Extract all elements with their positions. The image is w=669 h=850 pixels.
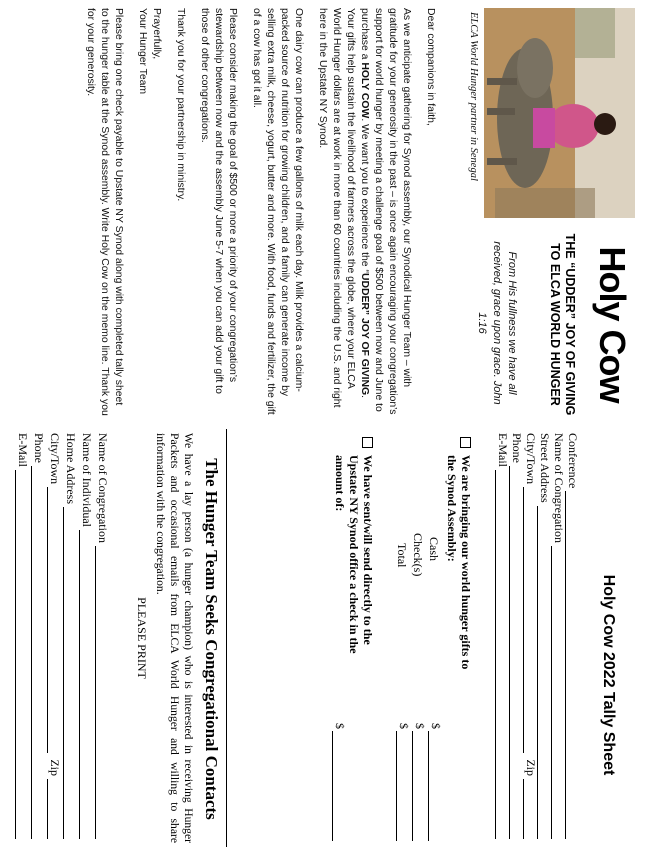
street-address-field[interactable]: Street Address (537, 433, 551, 839)
contact-congregation-field[interactable]: Name of Congregation (95, 433, 109, 839)
page-subtitle: THE “UDDER” JOY OF GIVING TO ELCA WORLD HUNGER (548, 233, 577, 416)
page-title: Holy Cow (592, 246, 633, 403)
cash-amount-field[interactable]: $ (428, 723, 443, 841)
letter-paragraph-3: Please consider making the goal of $500 or more a priority of your congregation’s stewardship between now and the assembly June 5-7 when you can add your gift to those of other congregations. (199, 8, 238, 394)
zip-field[interactable] (523, 779, 535, 839)
hunger-team-heading: The Hunger Team Seeks Congregational Contacts (202, 458, 221, 820)
bible-verse: From His fullness we have all received, grace upon grace. John 1:16 (476, 241, 518, 405)
holy-cow-emphasis: HOLY COW (359, 62, 370, 119)
sent-check-checkbox[interactable] (362, 437, 373, 448)
bringing-gifts-checkbox[interactable] (460, 437, 471, 448)
section-divider (226, 429, 227, 847)
contact-zip-field[interactable] (47, 779, 59, 839)
letter-body (73, 8, 437, 416)
contact-city-town-field[interactable]: City/Town Zip (47, 433, 61, 839)
letter-signature: Your Hunger Team (137, 8, 148, 95)
phone-field[interactable]: Phone (509, 433, 523, 839)
letter-salutation: Dear companions in faith, (425, 8, 436, 126)
conference-field[interactable]: Conference (565, 433, 579, 839)
tally-sheet-title: Holy Cow 2022 Tally Sheet (600, 574, 617, 776)
total-amount-field[interactable]: $ (396, 723, 411, 841)
sent-check-amount-field[interactable]: $ (332, 723, 347, 841)
udder-joy-emphasis: UDDER” JOY OF GIVING (359, 272, 370, 396)
city-town-field[interactable]: City/Town Zip (523, 433, 537, 839)
tally-sheet-panel (0, 425, 669, 850)
bringing-gifts-label: We are bringing our world hunger gifts to the Synod Assembly: (445, 455, 473, 670)
hunger-team-description: We have a lay person (a hunger champion) who is interested in receiving Hunger Packets and occasional emails from ELCA World Hunger and willing to share information with the congregation. (154, 433, 195, 843)
contact-individual-field[interactable]: Name of Individual (79, 433, 93, 839)
checks-amount-field[interactable]: $ (412, 723, 427, 841)
letter-closing: Prayerfully, (151, 8, 162, 60)
email-field[interactable]: E-Mail (495, 433, 509, 839)
congregation-field[interactable]: Name of Congregation (551, 433, 565, 839)
letter-paragraph-2: One dairy cow can produce a few gallons of milk each day. Milk provides a calcium-packed source of nutrition for growing children, and a family can generate income by selling extra milk, cheese, yogurt, butter and more. With food, funds and fertilizer, the gift of a cow has got it all. (251, 8, 304, 415)
please-print-note: PLEASE PRINT (135, 597, 149, 679)
senegal-cow-photo (484, 8, 635, 218)
photo-caption: ELCA World Hunger partner in Senegal (468, 12, 479, 181)
letter-paragraph-1: As we anticipate gathering for Synod assembly, our Synodical Hunger Team – with gratitude for your generosity in the past – is once again encouraging your congregation’s support for world hunger by meeting a challenge goal of $500 between now and June to purchase a HOLY COW. We want you to experience the “UDDER” JOY OF GIVING. Your gifts help sustain the livelihood of farmers across the globe, where your ELCA World Hunger dollars are at work in more than 60 countries including the U.S. and right here in the Upstate NY Synod. (317, 8, 412, 415)
sent-check-label: We have sent/will send directly to the Upstate NY Synod office a check in the amount of: (333, 455, 375, 654)
contact-phone-field[interactable]: Phone (31, 433, 45, 839)
contact-email-field[interactable]: E-Mail (15, 433, 29, 839)
contact-home-address-field[interactable]: Home Address (63, 433, 77, 839)
cow-and-woman-illustration (484, 8, 635, 218)
letter-footer: Please bring one check payable to Upstate NY Synod along with completed tally sheet to the hunger table at the Synod assembly. Write Holy Cow on the memo line. Thank you for your generosity. (85, 8, 124, 416)
total-label: Total (395, 543, 409, 568)
checks-label: Check(s) (411, 533, 425, 577)
letter-paragraph-4: Thank you for your partnership in ministry. (175, 8, 186, 202)
cash-label: Cash (427, 537, 441, 561)
